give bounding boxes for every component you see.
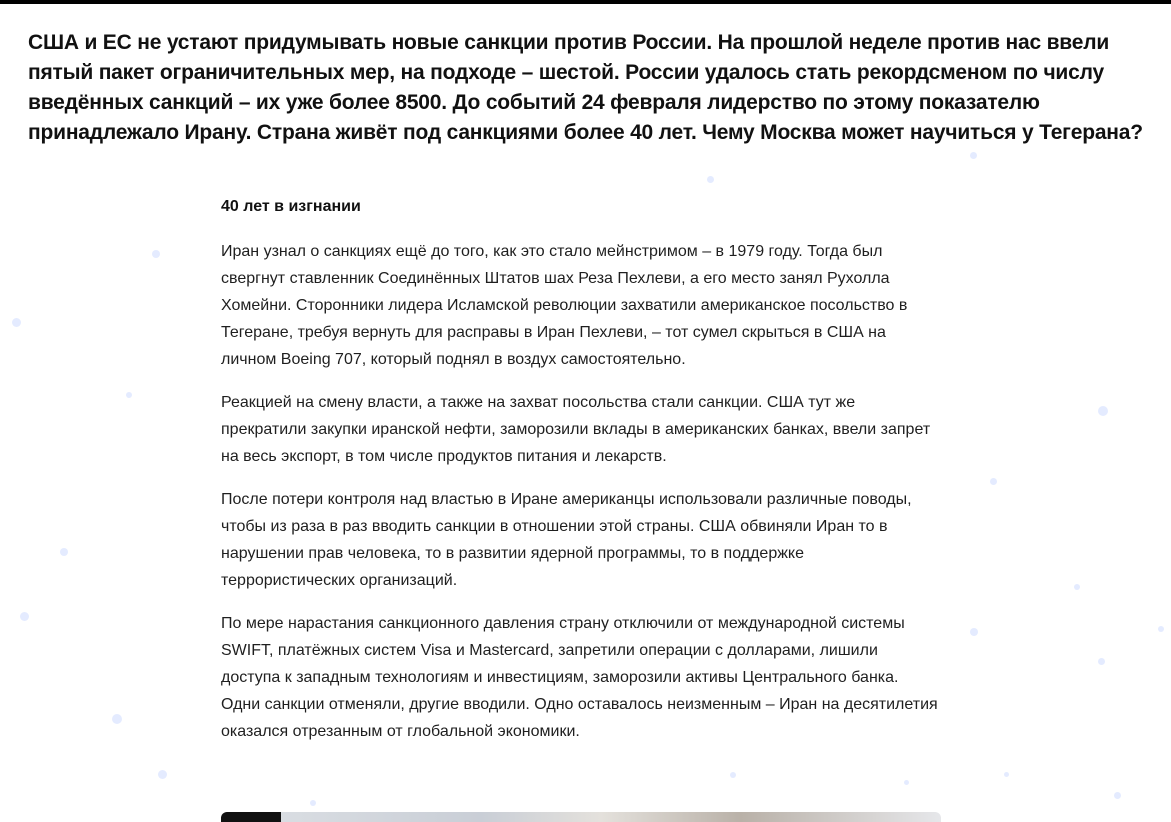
snowflake-icon (904, 780, 909, 785)
snowflake-icon (1114, 792, 1121, 799)
snowflake-icon (152, 250, 160, 258)
article-lead: США и ЕС не устают придумывать новые санкции против России. На прошлой неделе против нас ввели пятый пакет ограничительных мер, на подходе – шестой. России удалось стать рекордсменом по числу введённых санкций – их уже более 8500. До событий 24 февраля лидерство по этому показателю принадлежало Ирану. Страна живёт под санкциями более 40 лет. Чему Москва может научиться у Тегерана? (28, 31, 1143, 144)
snowflake-icon (1098, 658, 1105, 665)
snowflake-icon (970, 628, 978, 636)
snowflake-icon (158, 770, 167, 779)
snowflake-icon (126, 392, 132, 398)
snowflake-icon (310, 800, 316, 806)
top-border (0, 0, 1171, 4)
snowflake-icon (1074, 584, 1080, 590)
snowflake-icon (1098, 406, 1108, 416)
section-heading: 40 лет в изгнании (221, 198, 361, 215)
paragraph-1: Иран узнал о санкциях ещё до того, как это стало мейнстримом – в 1979 году. Тогда был свергнут ставленник Соединённых Штатов шах Реза Пехлеви, а его место занял Рухолла Хомейни. Сторонники лидера Исламской революции захватили американское посольство в Тегеране, требуя вернуть для расправы в Иран Пехлеви, – тот сумел скрыться в США на личном Boeing 707, который поднял в воздух самостоятельно. (221, 243, 908, 368)
snowflake-icon (20, 612, 29, 621)
snowflake-icon (1004, 772, 1009, 777)
snowflake-icon (60, 548, 68, 556)
snowflake-icon (730, 772, 736, 778)
snowflake-icon (707, 176, 714, 183)
snowflake-icon (970, 152, 977, 159)
snowflake-icon (112, 714, 122, 724)
article-image (221, 812, 941, 822)
snowflake-icon (990, 478, 997, 485)
paragraph-3: После потери контроля над властью в Иране американцы использовали различные поводы, чтобы из раза в раз вводить санкции в отношении этой страны. США обвиняли Иран то в нарушении прав человека, то в развитии ядерной программы, то в поддержке террористических организаций. (221, 491, 912, 589)
paragraph-2: Реакцией на смену власти, а также на захват посольства стали санкции. США тут же прекратили закупки иранской нефти, заморозили вклады в американских банках, ввели запрет на весь экспорт, в том числе продуктов питания и лекарств. (221, 394, 931, 465)
snowflake-icon (12, 318, 21, 327)
snowflake-icon (1158, 626, 1164, 632)
article-body (221, 194, 941, 761)
paragraph-4: По мере нарастания санкционного давления страну отключили от международной системы SWIFT, платёжных систем Visa и Mastercard, запретили операции с долларами, лишили доступа к западным технологиям и инвестициям, заморозили активы Центрального банка. Одни санкции отменяли, другие вводили. Одно оставалось неизменным – Иран на десятилетия оказался отрезанным от глобальной экономики. (221, 615, 938, 740)
